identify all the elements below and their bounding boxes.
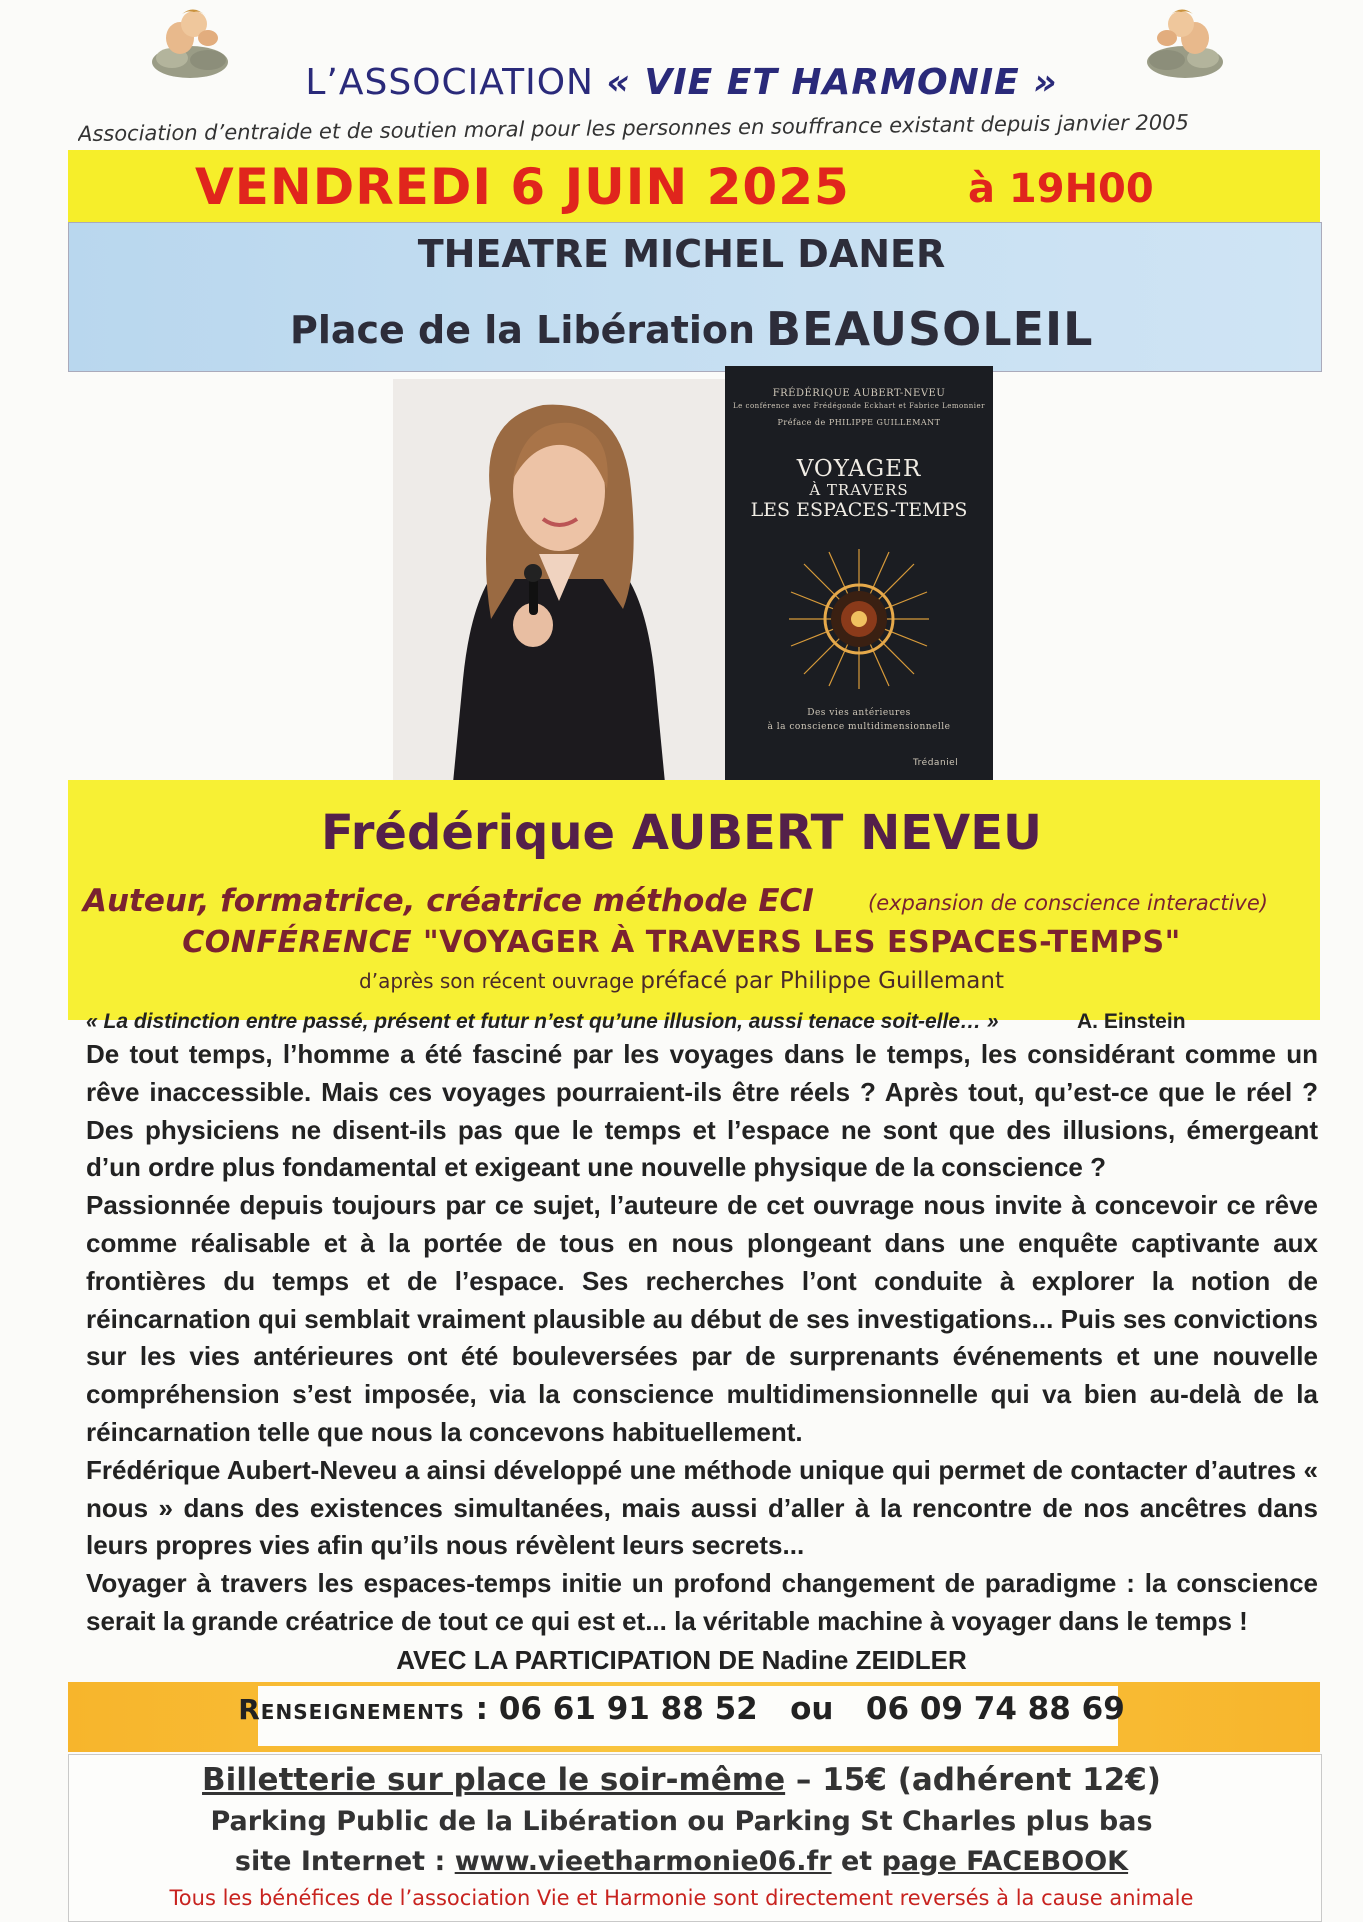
phone-1: 06 61 91 88 52 xyxy=(498,1691,758,1727)
ticket-line xyxy=(0,1762,1363,1798)
web-line xyxy=(0,1846,1363,1877)
website-link[interactable]: www.vieetharmonie06.fr xyxy=(454,1846,832,1877)
book-title-line2: À TRAVERS xyxy=(809,481,909,500)
book-starburst-icon xyxy=(779,544,939,694)
web-mid: et xyxy=(831,1846,882,1877)
association-subtitle: Association d’entraide et de soutien moral pour les personnes en souffrance existant depuis janvier 2005 xyxy=(77,110,1190,146)
book-author: FRÉDÉRIQUE AUBERT-NEVEU xyxy=(772,388,946,399)
conference-title: "VOYAGER À TRAVERS LES ESPACES-TEMPS" xyxy=(423,925,1181,960)
speaker-photo xyxy=(393,379,725,783)
info-label: Renseignements xyxy=(238,1693,465,1726)
body-paragraph: Passionnée depuis toujours par ce sujet, l’auteure de cet ouvrage nous invite à concevoir ce rêve comme réalisable et à la portée de tous en nous plongeant dans une enquête captivante aux frontières du temps et de l’espace. Ses recherches l’ont conduite à explorer la notion de réincarnation qui semblait vraiment plausible au début de ses investigations... Puis ses convictions sur les vies antérieures ont été bouleversées par de surprenants événements et une nouvelle compréhension s’est imposée, via la conscience multidimensionnelle qui va bien au-delà de la réincarnation telle que nous la concevons habituellement. xyxy=(86,1190,1318,1447)
book-title xyxy=(725,456,993,522)
body-paragraph: De tout temps, l’homme a été fasciné par les voyages dans le temps, les considérant comme un rêve inaccessible. Mais ces voyages pourraient-ils être réels ? Après tout, qu’est-ce que le réel ? Des physiciens ne disent-ils pas que le temps et l’espace ne sont que des illusions, émergeant d’un ordre plus fondamental et exigeant une nouvelle physique de la conscience ? xyxy=(86,1039,1318,1183)
venue-place: Place de la Libération xyxy=(290,308,756,352)
body-paragraph: Voyager à travers les espaces-temps initie un profond changement de paradigme : la conscience serait la grande créatrice de tout ce qui est et... la véritable machine à voyager dans le temps ! xyxy=(86,1568,1318,1636)
venue-name: THEATRE MICHEL DANER xyxy=(417,232,946,276)
book-tagline2: à la conscience multidimensionnelle xyxy=(767,722,951,732)
info-separator: : xyxy=(464,1691,499,1727)
book-publisher: Trédaniel xyxy=(913,758,959,768)
speaker-portrait-illustration xyxy=(393,379,725,783)
ticket-price: – 15€ (adhérent 12€) xyxy=(785,1762,1161,1798)
venue-city: BEAUSOLEIL xyxy=(766,302,1094,356)
body-paragraph: Frédérique Aubert-Neveu a ainsi développé une méthode unique qui permet de contacter d’autres « nous » dans des existences simultanées, mais aussi d’aller à la rencontre de nos ancêtres dans leurs propres vies afin qu’ils nous révèlent leurs secrets... xyxy=(86,1454,1318,1561)
event-time: à 19H00 xyxy=(968,166,1154,212)
phone-or: ou xyxy=(790,1691,834,1727)
phone-2: 06 09 74 88 69 xyxy=(865,1691,1125,1727)
speaker-role: Auteur, formatrice, créatrice méthode ECI xyxy=(83,883,814,919)
association-title-prefix: L’ASSOCIATION xyxy=(305,62,607,103)
based-on-suffix: préfacé par Philippe Guillemant xyxy=(640,968,1004,994)
based-on-prefix: d’après son récent ouvrage xyxy=(359,969,641,993)
ticket-main: Billetterie sur place le soir-même xyxy=(202,1762,786,1798)
book-title-line1: VOYAGER xyxy=(796,456,922,482)
footer-note: Tous les bénéfices de l’association Vie et Harmonie sont directement reversés à la cause animale xyxy=(169,1886,1194,1910)
book-tagline1: Des vies antérieures xyxy=(807,708,911,718)
association-title xyxy=(0,62,1363,103)
book-cover xyxy=(725,366,993,781)
book-preface: Préface de PHILIPPE GUILLEMANT xyxy=(777,418,941,427)
parking-line: Parking Public de la Libération ou Parking St Charles plus bas xyxy=(210,1806,1153,1837)
conference-line xyxy=(0,925,1363,960)
web-prefix: site Internet : xyxy=(234,1846,455,1877)
conference-label: CONFÉRENCE xyxy=(182,925,413,960)
participation-line: AVEC LA PARTICIPATION DE Nadine ZEIDLER xyxy=(396,1645,967,1675)
info-line xyxy=(0,1691,1363,1727)
facebook-link[interactable]: page FACEBOOK xyxy=(881,1846,1129,1877)
event-date: VENDREDI 6 JUIN 2025 xyxy=(195,158,850,216)
speaker-role-note: (expansion de conscience interactive) xyxy=(868,891,1268,915)
speaker-name: Frédérique AUBERT NEVEU xyxy=(321,805,1042,861)
book-credit: Le conférence avec Frédégonde Eckhart et Fabrice Lemonnier xyxy=(733,402,985,410)
quote-author: A. Einstein xyxy=(1077,1010,1186,1033)
quote-text: « La distinction entre passé, présent et futur n’est qu’une illusion, aussi tenace soit-elle… » xyxy=(86,1010,999,1033)
body-text xyxy=(86,1036,1318,1641)
book-title-line3: LES ESPACES-TEMPS xyxy=(750,498,968,521)
based-on-line xyxy=(0,968,1363,994)
association-name: « VIE ET HARMONIE » xyxy=(606,62,1058,103)
